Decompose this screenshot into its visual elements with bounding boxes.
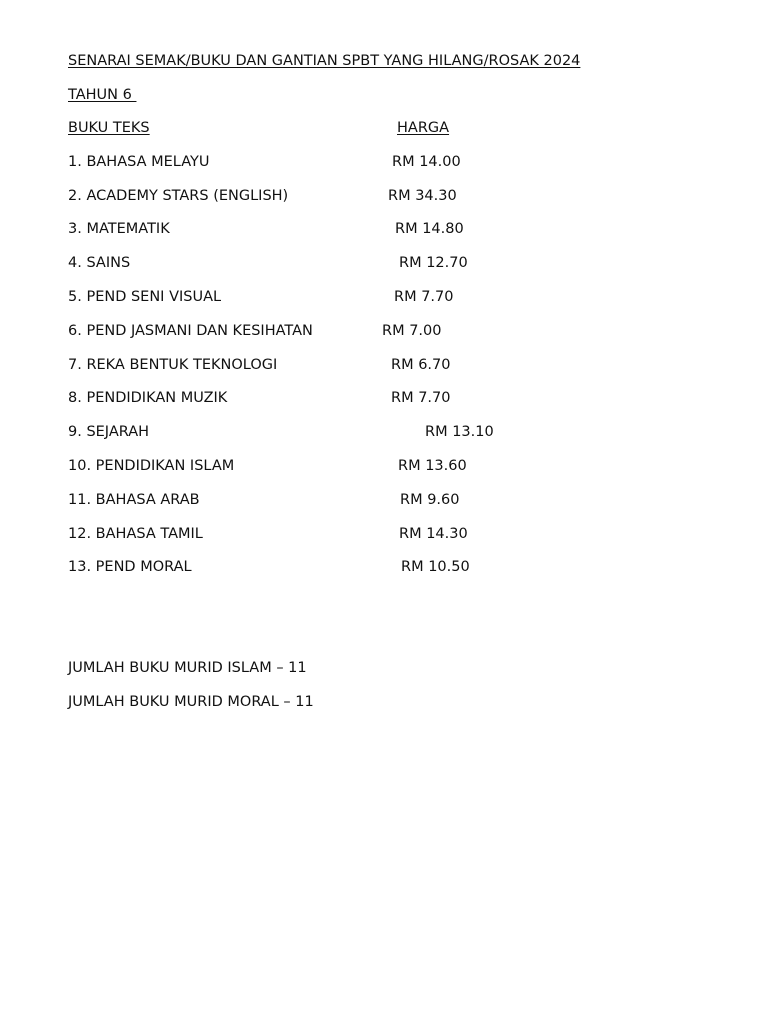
book-price: RM 7.70 bbox=[394, 289, 454, 305]
book-price: RM 34.30 bbox=[388, 188, 457, 204]
book-price: RM 13.10 bbox=[425, 424, 494, 440]
book-price: RM 14.30 bbox=[399, 526, 468, 542]
book-name: 7. REKA BENTUK TEKNOLOGI bbox=[68, 357, 278, 373]
book-name: 9. SEJARAH bbox=[68, 424, 150, 440]
book-price: RM 7.00 bbox=[382, 323, 442, 339]
book-name: 4. SAINS bbox=[68, 255, 131, 271]
book-name: 6. PEND JASMANI DAN KESIHATAN bbox=[68, 323, 313, 339]
book-price: RM 10.50 bbox=[401, 559, 470, 575]
book-name: 10. PENDIDIKAN ISLAM bbox=[68, 458, 235, 474]
column-header-price: HARGA bbox=[397, 120, 450, 136]
book-price: RM 7.70 bbox=[391, 390, 451, 406]
book-name: 2. ACADEMY STARS (ENGLISH) bbox=[68, 188, 289, 204]
book-price: RM 9.60 bbox=[400, 492, 460, 508]
book-price: RM 14.80 bbox=[395, 221, 464, 237]
book-name: 8. PENDIDIKAN MUZIK bbox=[68, 390, 228, 406]
book-name: 11. BAHASA ARAB bbox=[68, 492, 200, 508]
book-price: RM 6.70 bbox=[391, 357, 451, 373]
book-name: 12. BAHASA TAMIL bbox=[68, 526, 203, 542]
book-price: RM 14.00 bbox=[392, 154, 461, 170]
column-header-book: BUKU TEKS bbox=[68, 120, 150, 136]
book-price: RM 12.70 bbox=[399, 255, 468, 271]
total-islam: JUMLAH BUKU MURID ISLAM – 11 bbox=[68, 660, 307, 676]
document-subtitle: TAHUN 6 bbox=[68, 87, 137, 103]
book-name: 5. PEND SENI VISUAL bbox=[68, 289, 222, 305]
book-price: RM 13.60 bbox=[398, 458, 467, 474]
book-name: 13. PEND MORAL bbox=[68, 559, 192, 575]
document-title: SENARAI SEMAK/BUKU DAN GANTIAN SPBT YANG HILANG/ROSAK 2024 bbox=[68, 53, 581, 69]
book-name: 3. MATEMATIK bbox=[68, 221, 170, 237]
total-moral: JUMLAH BUKU MURID MORAL – 11 bbox=[68, 694, 314, 710]
book-name: 1. BAHASA MELAYU bbox=[68, 154, 210, 170]
